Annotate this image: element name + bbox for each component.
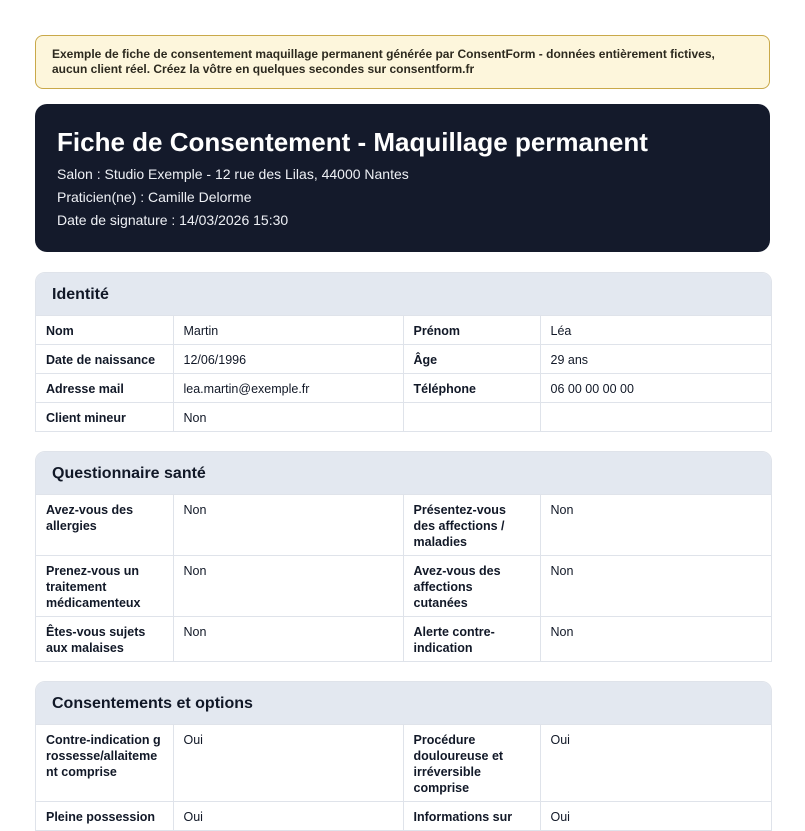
table-row	[36, 556, 771, 617]
field-value: Non	[173, 617, 403, 662]
table-row	[36, 802, 771, 831]
field-value: Oui	[173, 725, 403, 802]
section-title-identite: Identité	[36, 273, 771, 315]
field-value: Oui	[540, 725, 771, 802]
practitioner-line: Praticien(ne) : Camille Delorme	[57, 189, 252, 205]
field-value: 06 00 00 00 00	[540, 374, 771, 403]
field-label: Prénom	[403, 316, 540, 345]
field-value: Non	[173, 495, 403, 556]
field-label: Contre-indication grossesse/allaitement comprise	[36, 725, 173, 802]
form-header	[35, 104, 770, 252]
field-value	[540, 403, 771, 432]
field-value: Non	[540, 556, 771, 617]
table-row	[36, 345, 771, 374]
field-value: Non	[173, 556, 403, 617]
field-value: Oui	[173, 802, 403, 831]
section-identite	[35, 272, 772, 432]
field-label: Procédure douloureuse et irréversible comprise	[403, 725, 540, 802]
field-value: 12/06/1996	[173, 345, 403, 374]
table-row	[36, 374, 771, 403]
field-value: Martin	[173, 316, 403, 345]
consentements-table	[36, 724, 771, 830]
field-value: Oui	[540, 802, 771, 831]
field-label: Âge	[403, 345, 540, 374]
field-label: Êtes-vous sujets aux malaises	[36, 617, 173, 662]
field-label: Avez-vous des allergies	[36, 495, 173, 556]
section-title-sante: Questionnaire santé	[36, 452, 771, 494]
sante-table	[36, 494, 771, 661]
field-label: Informations sur	[403, 802, 540, 831]
field-label: Téléphone	[403, 374, 540, 403]
table-row	[36, 725, 771, 802]
table-row	[36, 495, 771, 556]
field-label	[403, 403, 540, 432]
field-label: Avez-vous des affections cutanées	[403, 556, 540, 617]
field-label: Pleine possession	[36, 802, 173, 831]
signature-date-line: Date de signature : 14/03/2026 15:30	[57, 212, 289, 228]
field-label: Nom	[36, 316, 173, 345]
salon-line: Salon : Studio Exemple - 12 rue des Lilas, 44000 Nantes	[57, 166, 409, 182]
field-value: Non	[540, 495, 771, 556]
field-label: Adresse mail	[36, 374, 173, 403]
demo-notice-banner	[35, 35, 770, 89]
section-title-consentements: Consentements et options	[36, 682, 771, 724]
page-title: Fiche de Consentement - Maquillage permanent	[57, 127, 648, 157]
field-value: lea.martin@exemple.fr	[173, 374, 403, 403]
field-label: Alerte contre-indication	[403, 617, 540, 662]
section-questionnaire-sante	[35, 451, 772, 662]
demo-notice-text: Exemple de fiche de consentement maquillage permanent générée par ConsentForm - données entièrement fictives, aucun client réel. Créez la vôtre en quelques secondes sur consentform.fr	[52, 47, 715, 76]
field-value: Léa	[540, 316, 771, 345]
table-row	[36, 617, 771, 662]
identite-table	[36, 315, 771, 431]
field-label: Présentez-vous des affections / maladies	[403, 495, 540, 556]
table-row	[36, 316, 771, 345]
field-label: Client mineur	[36, 403, 173, 432]
consent-form-page	[35, 35, 770, 831]
field-value: 29 ans	[540, 345, 771, 374]
field-label: Prenez-vous un traitement médicamenteux	[36, 556, 173, 617]
table-row	[36, 403, 771, 432]
field-label: Date de naissance	[36, 345, 173, 374]
field-value: Non	[173, 403, 403, 432]
field-value: Non	[540, 617, 771, 662]
section-consentements	[35, 681, 772, 831]
